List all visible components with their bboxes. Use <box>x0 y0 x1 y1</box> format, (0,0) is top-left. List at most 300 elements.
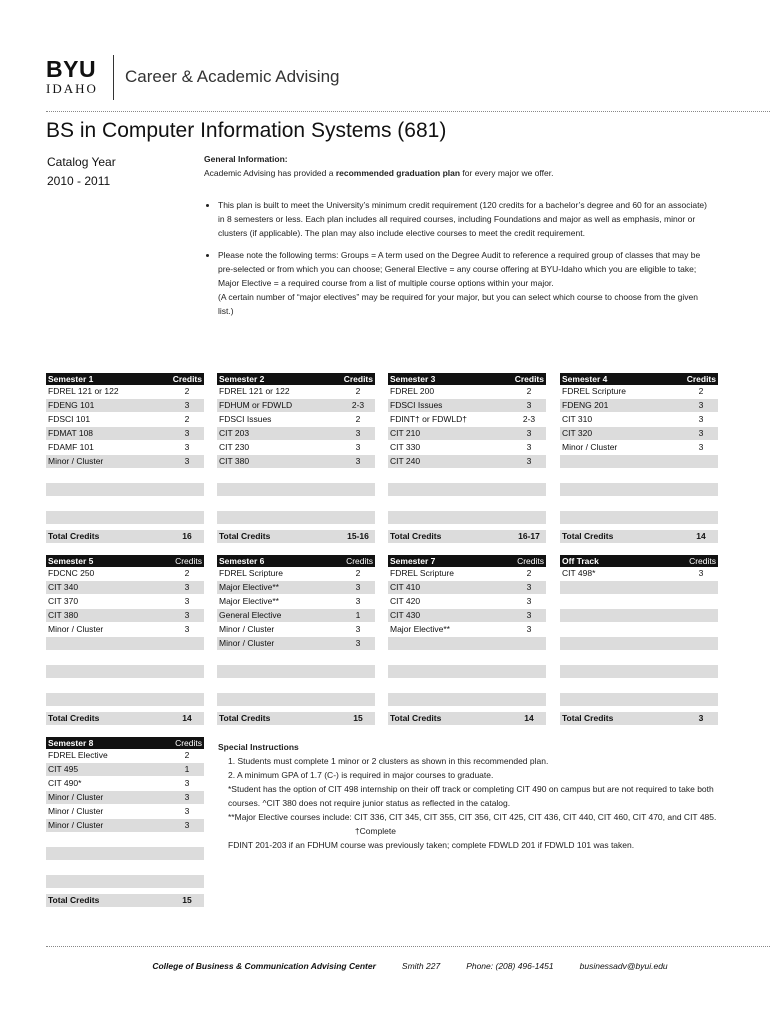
course-name <box>388 511 390 524</box>
course-name: CIT 320 <box>562 428 593 438</box>
course-credits <box>170 861 204 874</box>
info-bullet-1: • This plan is built to meet the University’s minimum credit requirement (120 credits for a bachelor’s degree and 60 for an associate) in 8 semesters or less. Each plan includes all required courses, including Foundations and major as well as emphasis, minor or clusters (if applicable). The plan may also include elective courses to meet the credit requirement. <box>218 198 714 240</box>
course-name <box>560 483 562 496</box>
course-name: General Elective <box>219 610 282 620</box>
course-row <box>217 581 375 595</box>
course-row <box>388 609 546 623</box>
course-name <box>560 665 562 678</box>
course-name <box>560 679 562 692</box>
credits-header: Credits <box>343 374 373 384</box>
course-row <box>560 623 718 637</box>
course-row <box>560 567 718 581</box>
total-credits-row <box>560 530 718 543</box>
course-name: CIT 410 <box>390 582 421 592</box>
catalog-year-value: 2010 - 2011 <box>47 174 111 188</box>
course-credits <box>170 637 204 650</box>
course-credits: 3 <box>184 778 190 788</box>
course-name: FDREL 200 <box>390 386 435 396</box>
header-divider <box>46 111 770 112</box>
course-credits: 3 <box>698 400 704 410</box>
semester-header <box>46 737 204 749</box>
course-name <box>217 497 219 510</box>
course-name: FDSCI 101 <box>48 414 91 424</box>
course-name: CIT 430 <box>390 610 421 620</box>
course-credits: 2 <box>184 568 190 578</box>
course-credits <box>341 511 375 524</box>
logo-idaho: IDAHO <box>46 81 98 96</box>
course-credits <box>684 637 718 650</box>
course-row <box>560 497 718 511</box>
course-credits: 3 <box>355 596 361 606</box>
course-row <box>46 791 204 805</box>
course-credits: 3 <box>698 568 704 578</box>
course-name: FDREL 121 or 122 <box>48 386 119 396</box>
semester-name: Semester 1 <box>48 374 94 384</box>
course-name <box>388 665 390 678</box>
course-row <box>217 441 375 455</box>
semester-block <box>388 373 546 541</box>
credits-header: Credits <box>172 374 202 384</box>
credits-header: Credits <box>346 556 373 566</box>
course-name <box>46 497 48 510</box>
instruction-1: 1. Students must complete 1 minor or 2 clusters as shown in this recommended plan. <box>228 756 549 766</box>
course-credits <box>170 511 204 524</box>
course-name <box>560 693 562 706</box>
course-row <box>388 581 546 595</box>
course-row <box>388 427 546 441</box>
course-credits: 3 <box>355 624 361 634</box>
footer-email[interactable]: businessadv@byui.edu <box>579 961 668 971</box>
course-name: Minor / Cluster <box>48 792 104 802</box>
semester-header <box>388 373 546 385</box>
page-title: BS in Computer Information Systems (681) <box>46 119 447 142</box>
course-name <box>46 665 48 678</box>
course-credits: 3 <box>526 610 532 620</box>
total-credits-value: 3 <box>698 713 704 723</box>
total-credits-label: Total Credits <box>390 713 442 723</box>
course-credits: 3 <box>355 456 361 466</box>
course-credits <box>341 651 375 664</box>
logo-divider <box>113 55 114 100</box>
course-credits <box>684 609 718 622</box>
course-credits: 3 <box>355 582 361 592</box>
course-name: Major Elective** <box>219 596 279 606</box>
course-name <box>46 469 48 482</box>
course-name: CIT 380 <box>219 456 250 466</box>
course-credits <box>684 497 718 510</box>
course-credits <box>170 665 204 678</box>
credits-header: Credits <box>514 374 544 384</box>
course-row <box>46 805 204 819</box>
course-row <box>46 581 204 595</box>
semester-header <box>46 555 204 567</box>
course-name <box>560 651 562 664</box>
semester-header <box>217 555 375 567</box>
logo-byu: BYU <box>46 56 97 82</box>
course-name <box>388 651 390 664</box>
course-credits <box>341 469 375 482</box>
course-row <box>46 875 204 889</box>
course-name: CIT 203 <box>219 428 250 438</box>
semester-name: Off Track <box>562 556 599 566</box>
course-credits <box>512 497 546 510</box>
instruction-4: **Major Elective courses include: CIT 336, CIT 345, CIT 355, CIT 356, CIT 425, CIT 436, CIT 440, CIT 460, CIT 470, and CIT 485.†Complete <box>228 812 717 836</box>
course-name: FDSCI Issues <box>390 400 443 410</box>
course-row <box>388 595 546 609</box>
semester-block <box>560 555 718 723</box>
course-row <box>217 413 375 427</box>
course-row <box>560 511 718 525</box>
semester-header <box>217 373 375 385</box>
total-credits-value: 15 <box>353 713 363 723</box>
course-row <box>560 455 718 469</box>
footer-center-name: College of Business & Communication Advising Center <box>152 961 376 971</box>
course-credits <box>684 581 718 594</box>
course-name: CIT 330 <box>390 442 421 452</box>
course-row <box>46 483 204 497</box>
course-name <box>46 847 48 860</box>
course-row <box>46 595 204 609</box>
course-row <box>388 637 546 651</box>
course-name: FDREL Scripture <box>562 386 626 396</box>
course-credits: 3 <box>526 442 532 452</box>
course-credits <box>170 483 204 496</box>
course-name <box>46 861 48 874</box>
course-credits <box>170 469 204 482</box>
semester-name: Semester 8 <box>48 738 94 748</box>
course-name: Minor / Cluster <box>48 624 104 634</box>
total-credits-label: Total Credits <box>48 895 100 905</box>
course-row <box>560 581 718 595</box>
course-name <box>46 875 48 888</box>
course-name <box>560 455 562 468</box>
semester-block <box>46 555 204 723</box>
course-row <box>217 483 375 497</box>
course-credits: 2 <box>698 386 704 396</box>
course-name <box>46 651 48 664</box>
total-credits-row <box>388 712 546 725</box>
footer-phone: Phone: (208) 496-1451 <box>466 961 554 971</box>
course-credits: 3 <box>526 428 532 438</box>
semester-name: Semester 4 <box>562 374 608 384</box>
course-name: FDREL Scripture <box>390 568 454 578</box>
course-row <box>46 385 204 399</box>
course-name: FDREL Elective <box>48 750 108 760</box>
total-credits-value: 16-17 <box>518 531 540 541</box>
course-credits: 3 <box>526 596 532 606</box>
course-row <box>217 679 375 693</box>
course-name: CIT 240 <box>390 456 421 466</box>
course-row <box>46 637 204 651</box>
semester-block <box>560 373 718 541</box>
instruction-2: 2. A minimum GPA of 1.7 (C-) is required in major courses to graduate. <box>228 770 494 780</box>
semester-header <box>560 555 718 567</box>
total-credits-row <box>46 712 204 725</box>
total-credits-value: 15-16 <box>347 531 369 541</box>
course-row <box>217 595 375 609</box>
semester-name: Semester 6 <box>219 556 265 566</box>
course-name: FDENG 201 <box>562 400 609 410</box>
credits-header: Credits <box>517 556 544 566</box>
course-name <box>388 679 390 692</box>
course-credits: 3 <box>184 820 190 830</box>
course-credits: 3 <box>698 442 704 452</box>
course-name <box>46 511 48 524</box>
footer-office: Smith 227 <box>401 961 441 971</box>
course-row <box>217 427 375 441</box>
course-credits <box>684 679 718 692</box>
course-row <box>46 651 204 665</box>
semester-name: Semester 2 <box>219 374 265 384</box>
course-name <box>560 511 562 524</box>
course-credits: 3 <box>184 400 190 410</box>
course-name <box>46 693 48 706</box>
semester-block <box>217 555 375 723</box>
course-name: Minor / Cluster <box>48 456 104 466</box>
course-name: CIT 490* <box>48 778 82 788</box>
course-name <box>217 679 219 692</box>
course-credits: 2-3 <box>522 414 536 424</box>
semester-block <box>46 737 204 905</box>
course-row <box>46 693 204 707</box>
total-credits-label: Total Credits <box>562 531 614 541</box>
info-bullet-2: • Please note the following terms: Groups = A term used on the Degree Audit to reference a required group of classes that may be pre-selected or from which you can choose; General Elective = any course offering at BYU-Idaho which you are eligible to take; Major Elective = a required course from a list of multiple course options within your major. (A certain number of “major electives” may be required for your major, but you can select which course to choose from the given list.) <box>218 248 714 318</box>
total-credits-label: Total Credits <box>48 713 100 723</box>
course-name: FDMAT 108 <box>48 428 94 438</box>
course-credits <box>684 483 718 496</box>
course-credits <box>684 693 718 706</box>
semester-name: Semester 5 <box>48 556 94 566</box>
course-name: Minor / Cluster <box>562 442 618 452</box>
course-row <box>217 693 375 707</box>
course-row <box>388 469 546 483</box>
course-name: Minor / Cluster <box>48 820 104 830</box>
course-row <box>217 497 375 511</box>
course-row <box>388 483 546 497</box>
course-name: Major Elective** <box>390 624 450 634</box>
general-info-intro: Academic Advising has provided a recommended graduation plan for every major we offer. <box>204 168 554 178</box>
course-row <box>46 455 204 469</box>
course-row <box>46 511 204 525</box>
footer <box>46 961 770 971</box>
total-credits-value: 14 <box>182 713 192 723</box>
course-name: CIT 420 <box>390 596 421 606</box>
course-credits: 2 <box>355 568 361 578</box>
course-row <box>46 441 204 455</box>
course-name <box>560 595 562 608</box>
course-credits <box>341 679 375 692</box>
catalog-year-label: Catalog Year <box>47 155 116 169</box>
course-credits: 3 <box>184 596 190 606</box>
course-row <box>217 665 375 679</box>
course-row <box>46 413 204 427</box>
course-name: FDINT† or FDWLD† <box>390 414 467 424</box>
course-row <box>560 651 718 665</box>
course-credits: 2 <box>526 386 532 396</box>
course-row <box>46 777 204 791</box>
course-name <box>217 651 219 664</box>
course-credits: 2 <box>355 414 361 424</box>
course-name <box>46 679 48 692</box>
course-credits <box>512 693 546 706</box>
course-row <box>560 665 718 679</box>
course-name: CIT 210 <box>390 428 421 438</box>
course-credits: 2 <box>184 386 190 396</box>
course-name <box>217 483 219 496</box>
course-name <box>388 637 390 650</box>
semester-block <box>217 373 375 541</box>
course-credits <box>170 693 204 706</box>
course-name <box>46 637 48 650</box>
total-credits-label: Total Credits <box>390 531 442 541</box>
course-credits: 3 <box>526 400 532 410</box>
course-row <box>560 469 718 483</box>
course-row <box>46 609 204 623</box>
course-name <box>217 665 219 678</box>
total-credits-value: 14 <box>696 531 706 541</box>
course-credits: 2 <box>526 568 532 578</box>
special-instructions <box>218 740 718 852</box>
course-name: CIT 230 <box>219 442 250 452</box>
course-row <box>560 637 718 651</box>
course-row <box>46 469 204 483</box>
course-credits: 3 <box>184 610 190 620</box>
course-name <box>560 637 562 650</box>
course-row <box>388 497 546 511</box>
course-name: CIT 310 <box>562 414 593 424</box>
course-row <box>46 861 204 875</box>
course-credits: 1 <box>355 610 361 620</box>
course-credits: 3 <box>184 624 190 634</box>
general-information <box>204 152 714 326</box>
course-row <box>388 623 546 637</box>
credits-header: Credits <box>175 556 202 566</box>
course-name: Minor / Cluster <box>219 638 275 648</box>
course-credits <box>684 623 718 636</box>
course-credits <box>684 665 718 678</box>
semester-name: Semester 3 <box>390 374 436 384</box>
course-name <box>388 693 390 706</box>
course-credits <box>341 665 375 678</box>
course-name: CIT 495 <box>48 764 79 774</box>
course-name <box>560 609 562 622</box>
course-row <box>560 427 718 441</box>
course-name <box>217 511 219 524</box>
course-row <box>217 567 375 581</box>
course-credits: 3 <box>526 456 532 466</box>
total-credits-value: 16 <box>182 531 192 541</box>
total-credits-row <box>46 894 204 907</box>
course-name <box>388 469 390 482</box>
course-row <box>560 385 718 399</box>
course-name: Minor / Cluster <box>219 624 275 634</box>
course-row <box>388 441 546 455</box>
course-credits: 2 <box>184 414 190 424</box>
course-name: FDENG 101 <box>48 400 95 410</box>
course-row <box>46 847 204 861</box>
course-name <box>560 497 562 510</box>
course-row <box>388 455 546 469</box>
course-credits <box>512 637 546 650</box>
course-row <box>388 385 546 399</box>
course-credits: 3 <box>184 428 190 438</box>
total-credits-row <box>560 712 718 725</box>
credits-header: Credits <box>686 374 716 384</box>
course-name <box>217 469 219 482</box>
course-credits <box>341 483 375 496</box>
course-row <box>46 749 204 763</box>
course-row <box>46 567 204 581</box>
semester-header <box>560 373 718 385</box>
semester-block <box>46 373 204 541</box>
course-name: FDCNC 250 <box>48 568 95 578</box>
total-credits-value: 15 <box>182 895 192 905</box>
course-name <box>560 623 562 636</box>
course-row <box>560 595 718 609</box>
course-credits <box>684 595 718 608</box>
course-row <box>560 609 718 623</box>
course-credits: 3 <box>355 442 361 452</box>
course-name: FDHUM or FDWLD <box>219 400 293 410</box>
course-row <box>560 483 718 497</box>
course-name: CIT 380 <box>48 610 79 620</box>
course-row <box>388 413 546 427</box>
course-credits <box>170 875 204 888</box>
credits-header: Credits <box>689 556 716 566</box>
semester-block <box>388 555 546 723</box>
course-name <box>560 469 562 482</box>
course-name <box>46 833 48 846</box>
course-row <box>388 567 546 581</box>
course-credits <box>684 469 718 482</box>
course-credits: 2 <box>184 750 190 760</box>
total-credits-label: Total Credits <box>48 531 100 541</box>
course-name: CIT 370 <box>48 596 79 606</box>
total-credits-value: 14 <box>524 713 534 723</box>
course-name <box>388 497 390 510</box>
course-name: FDSCI Issues <box>219 414 272 424</box>
course-row <box>388 693 546 707</box>
course-name: Minor / Cluster <box>48 806 104 816</box>
course-row <box>388 665 546 679</box>
course-credits: 3 <box>526 624 532 634</box>
course-name <box>217 693 219 706</box>
department-title: Career & Academic Advising <box>125 67 340 86</box>
course-name: FDREL 121 or 122 <box>219 386 290 396</box>
course-credits: 3 <box>355 428 361 438</box>
course-row <box>46 665 204 679</box>
course-row <box>46 763 204 777</box>
course-row <box>46 833 204 847</box>
course-name <box>46 483 48 496</box>
course-credits <box>170 833 204 846</box>
course-row <box>46 679 204 693</box>
total-credits-row <box>46 530 204 543</box>
total-credits-label: Total Credits <box>562 713 614 723</box>
total-credits-label: Total Credits <box>219 531 271 541</box>
course-credits: 3 <box>698 428 704 438</box>
course-credits: 3 <box>184 792 190 802</box>
course-credits <box>512 469 546 482</box>
course-credits <box>170 651 204 664</box>
course-row <box>217 385 375 399</box>
course-row <box>46 623 204 637</box>
instruction-3: *Student has the option of CIT 498 internship on their off track or completing CIT 490 on campus but are not required to take both courses. ^CIT 380 does not require junior status as reflected in the catalog. <box>228 784 714 808</box>
course-credits <box>170 847 204 860</box>
course-credits <box>341 693 375 706</box>
course-credits: 3 <box>184 582 190 592</box>
course-name: FDREL Scripture <box>219 568 283 578</box>
